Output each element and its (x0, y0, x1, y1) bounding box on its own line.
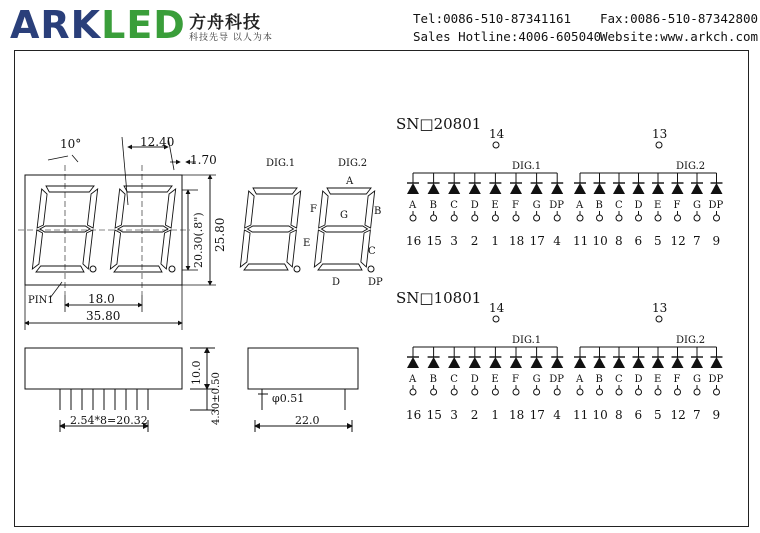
segment-d (36, 266, 84, 272)
led-diode (531, 357, 543, 368)
pin-terminal (694, 389, 700, 395)
led-diode (489, 357, 501, 368)
segment-label: F (512, 374, 519, 385)
segment-label: F (673, 374, 681, 385)
led-diode (672, 357, 684, 368)
led-diode (551, 357, 563, 368)
pin-terminal (513, 389, 519, 395)
pin-terminal (597, 389, 603, 395)
led-diode (428, 357, 440, 368)
segment-c (161, 230, 171, 269)
pin-terminal (431, 215, 437, 221)
logo-led: LED (101, 3, 186, 47)
common-pin-1 (493, 142, 499, 148)
pin-number: 5 (654, 234, 662, 248)
led-diode (407, 357, 419, 368)
pin-terminal (577, 389, 583, 395)
segment-a (46, 186, 94, 192)
pin-number: 10 (592, 234, 608, 248)
circuit-dig1-label: DIG.1 (512, 161, 542, 172)
segment-f (319, 191, 329, 228)
led-diode (613, 183, 625, 194)
pin-terminal (410, 215, 416, 221)
led-diode (428, 183, 440, 194)
pin-terminal (675, 389, 681, 395)
segment-c (287, 230, 297, 267)
pin-number: 16 (406, 408, 422, 422)
seg-dig2-label: DIG.2 (338, 158, 368, 169)
circuit-model: SN□10801 (396, 289, 482, 307)
front-view (18, 165, 190, 295)
segment-e (240, 230, 250, 267)
segment-label: A (576, 374, 584, 385)
pin-terminal (410, 389, 416, 395)
segment-label: A (576, 200, 584, 211)
segment-label: DP (708, 374, 724, 385)
segment-label: E (491, 374, 499, 385)
led-diode (531, 183, 543, 194)
segment-label: B (595, 374, 603, 385)
pin-number: 1 (491, 408, 500, 422)
pin-terminal (513, 215, 519, 221)
pin-terminal (655, 215, 661, 221)
segment-g (118, 226, 168, 232)
pin-number: 15 (426, 234, 442, 248)
dim-pitch: 18.0 (88, 292, 115, 306)
pin-number: 7 (693, 234, 701, 248)
pin-terminal (534, 215, 540, 221)
led-diode (691, 183, 703, 194)
segment-a (253, 188, 297, 194)
pin-number: 15 (426, 408, 442, 422)
led-diode (594, 357, 606, 368)
front-digit-2 (110, 186, 175, 272)
logo-ark: ARK (10, 3, 102, 47)
segment-f (37, 189, 47, 228)
segment-label: D (470, 374, 479, 385)
segment-b (291, 191, 301, 228)
common-pin-2 (656, 316, 662, 322)
pin-number: 6 (634, 408, 643, 422)
pin-terminal (492, 215, 498, 221)
dim-pin-diameter: φ0.51 (272, 392, 305, 405)
circuit-model: SN□20801 (396, 115, 482, 133)
front-dp-2 (169, 266, 175, 272)
segment-a (124, 186, 172, 192)
pin-number: 2 (470, 408, 479, 422)
pin-number: 17 (529, 408, 545, 422)
pin-terminal (616, 389, 622, 395)
led-diode (469, 357, 481, 368)
segment-label: F (673, 200, 681, 211)
segment-label: B (429, 374, 437, 385)
led-diode (448, 357, 460, 368)
seg-label-f: F (310, 204, 317, 215)
fax-text: Fax:0086-510-87342800 (600, 11, 759, 26)
pin-terminal (597, 215, 603, 221)
front-dp-1 (90, 266, 96, 272)
common-label-2: 13 (652, 127, 668, 141)
seg-label-d: D (332, 277, 341, 288)
pin-number: 4 (553, 408, 561, 422)
pin-number: 12 (670, 234, 686, 248)
pin-number: 2 (470, 234, 479, 248)
pin-terminal (451, 389, 457, 395)
segment-label: C (615, 374, 623, 385)
led-diode (711, 357, 723, 368)
pin-terminal (577, 215, 583, 221)
led-diode (551, 183, 563, 194)
segment-label: B (429, 200, 437, 211)
led-diode (633, 357, 645, 368)
pin-terminal (636, 215, 642, 221)
dim-digit-height: 20.30(.8") (192, 212, 205, 268)
segment-a (327, 188, 371, 194)
led-diode (469, 183, 481, 194)
segment-b (165, 189, 175, 228)
seg-label-g: G (340, 210, 348, 221)
pin-number: 3 (450, 408, 458, 422)
segment-label: D (634, 374, 643, 385)
led-diode (574, 357, 586, 368)
pin-number: 9 (712, 234, 721, 248)
pin-terminal (472, 389, 478, 395)
pin-number: 11 (573, 234, 589, 248)
led-diode (711, 183, 723, 194)
segment-label: F (512, 200, 519, 211)
segment-d (114, 266, 162, 272)
circuit-1 (396, 115, 724, 248)
seg-dp-2 (368, 266, 374, 272)
pin-number: 17 (529, 234, 545, 248)
seg-dig1-label: DIG.1 (266, 158, 296, 169)
pin-number: 18 (509, 234, 525, 248)
segment-g (322, 226, 368, 232)
dim-body-height: 25.80 (213, 217, 227, 252)
pin-number: 1 (491, 234, 500, 248)
segment-label: C (450, 374, 458, 385)
company-name-cn: 方舟科技 (189, 13, 261, 33)
pin-number: 5 (654, 408, 662, 422)
seg-label-a: A (346, 176, 354, 187)
pin-terminal (714, 215, 720, 221)
segment-f (245, 191, 255, 228)
pin-terminal (451, 215, 457, 221)
segment-label: G (693, 200, 701, 211)
segment-e (110, 230, 120, 269)
seg-label-dp: DP (368, 277, 383, 288)
pin-number: 6 (634, 234, 643, 248)
segment-label: C (450, 200, 458, 211)
segment-label: DP (708, 200, 724, 211)
segment-label: DP (549, 200, 564, 211)
circuit-dig2-label: DIG.2 (676, 335, 706, 346)
led-diode (510, 357, 522, 368)
dim-pin-pitch: 2.54*8=20.32 (70, 414, 148, 427)
pin-terminal (554, 215, 560, 221)
pin-terminal (675, 215, 681, 221)
led-diode (574, 183, 586, 194)
pin-number: 9 (712, 408, 721, 422)
pin1-label: PIN1 (28, 295, 54, 306)
segment-e (32, 230, 42, 269)
dim-pin-length: 4.30±0.50 (211, 372, 222, 425)
pin-number: 4 (553, 234, 561, 248)
common-label-1: 14 (489, 127, 505, 141)
pin-terminal (694, 215, 700, 221)
led-diode (691, 357, 703, 368)
pin-number: 8 (615, 408, 623, 422)
pin-number: 10 (592, 408, 608, 422)
pin-terminal (655, 389, 661, 395)
common-pin-2 (656, 142, 662, 148)
seg-dp-1 (294, 266, 300, 272)
tel-text: Tel:0086-510-87341161 (413, 11, 572, 26)
segment-label: E (491, 200, 499, 211)
segment-label: C (615, 200, 623, 211)
segment-digit-1 (240, 188, 300, 270)
led-diode (633, 183, 645, 194)
seg-label-b: B (374, 206, 382, 217)
led-diode (448, 183, 460, 194)
led-diode (407, 183, 419, 194)
pin-terminal (534, 389, 540, 395)
segment-label: E (654, 374, 662, 385)
website-text: Website:www.arkch.com (600, 29, 759, 44)
circuit-dig1-label: DIG.1 (512, 335, 542, 346)
hotline-text: Sales Hotline:4006-605040 (413, 29, 602, 44)
segment-label: B (595, 200, 603, 211)
pin-terminal (616, 215, 622, 221)
dim-angle: 10° (60, 137, 82, 151)
pin-terminal (714, 389, 720, 395)
led-diode (672, 183, 684, 194)
pin-terminal (431, 389, 437, 395)
pin-terminal (492, 389, 498, 395)
segment-label: E (654, 200, 662, 211)
pin-number: 7 (693, 408, 701, 422)
segment-d (244, 264, 288, 270)
segment-d (318, 264, 362, 270)
segment-label: G (532, 374, 541, 385)
segment-g (248, 226, 294, 232)
led-diode (489, 183, 501, 194)
segment-digit-2 (314, 188, 374, 270)
dim-seg-thickness: 1.70 (190, 153, 217, 167)
pin-terminal (472, 215, 478, 221)
pin-terminal (636, 389, 642, 395)
pin-number: 18 (509, 408, 525, 422)
seg-label-c: C (368, 246, 376, 257)
common-label-1: 14 (489, 301, 505, 315)
led-diode (652, 357, 664, 368)
segment-label: A (409, 374, 417, 385)
common-label-2: 13 (652, 301, 668, 315)
segment-label: D (634, 200, 643, 211)
led-diode (613, 357, 625, 368)
pin-terminal (554, 389, 560, 395)
circuit-2 (396, 289, 724, 422)
segment-b (87, 189, 97, 228)
segment-label: G (532, 200, 541, 211)
led-diode (594, 183, 606, 194)
dim-body-width: 35.80 (86, 309, 121, 323)
pin-number: 16 (406, 234, 422, 248)
circuit-dig2-label: DIG.2 (676, 161, 706, 172)
seg-label-e: E (303, 238, 311, 249)
pin-number: 12 (670, 408, 686, 422)
pin-number: 11 (573, 408, 589, 422)
dim-seg-width: 12.40 (140, 135, 175, 149)
pin-number: 3 (450, 234, 458, 248)
led-diode (510, 183, 522, 194)
dim-side-width: 22.0 (295, 414, 320, 427)
pin-number: 8 (615, 234, 623, 248)
segment-label: G (693, 374, 701, 385)
led-diode (652, 183, 664, 194)
segment-label: D (470, 200, 479, 211)
dim-side-height: 10.0 (190, 360, 203, 385)
common-pin-1 (493, 316, 499, 322)
company-slogan-cn: 科技先导 以人为本 (189, 33, 273, 43)
segment-c (83, 230, 93, 269)
segment-f (115, 189, 125, 228)
side-pins (60, 389, 148, 410)
segment-e (314, 230, 324, 267)
segment-label: A (409, 200, 417, 211)
segment-label: DP (549, 374, 564, 385)
